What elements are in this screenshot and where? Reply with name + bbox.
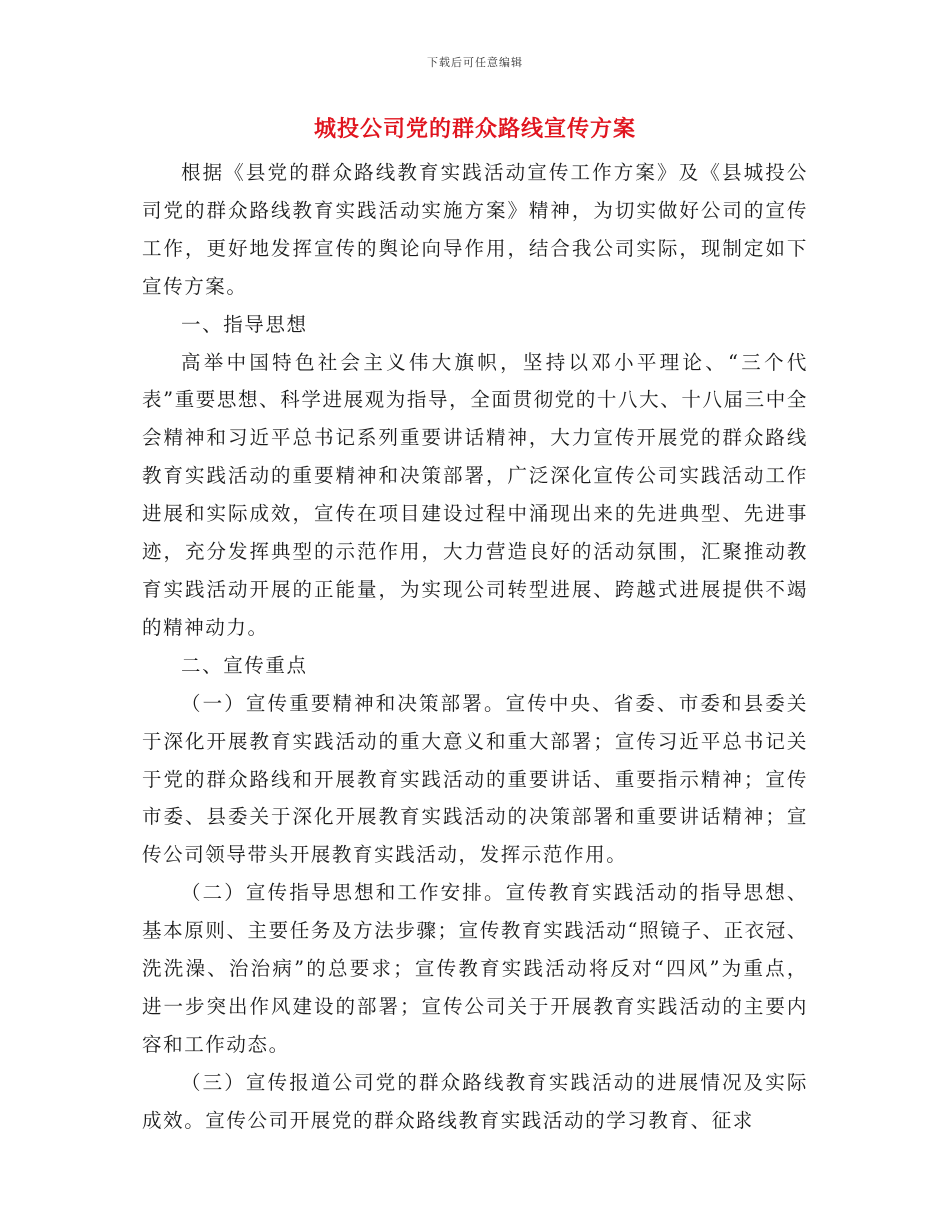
paragraph-focus-3: （三）宣传报道公司党的群众路线教育实践活动的进展情况及实际成效。宣传公司开展党的群众路线教育实践活动的学习教育、征求 <box>142 1070 808 1132</box>
document-body <box>142 154 808 1140</box>
paragraph-intro: 根据《县党的群众路线教育实践活动宣传工作方案》及《县城投公司党的群众路线教育实践活动实施方案》精神，为切实做好公司的宣传工作，更好地发挥宣传的舆论向导作用，结合我公司实际，现制定如下宣传方案。 <box>142 161 808 298</box>
paragraph-guiding-ideology: 高举中国特色社会主义伟大旗帜，坚持以邓小平理论、“三个代表”重要思想、科学进展观为指导，全面贯彻党的十八大、十八届三中全会精神和习近平总书记系列重要讲话精神，大力宣传开展党的群众路线教育实践活动的重要精神和决策部署，广泛深化宣传公司实践活动工作进展和实际成效，宣传在项目建设过程中涌现出来的先进典型、先进事迹，充分发挥典型的示范作用，大力营造良好的活动氛围，汇聚推动教育实践活动开展的正能量，为实现公司转型进展、跨越式进展提供不竭的精神动力。 <box>142 350 808 639</box>
header-note: 下载后可任意编辑 <box>427 56 523 69</box>
section-heading-guiding-ideology: 一、指导思想 <box>181 312 308 336</box>
paragraph-focus-1: （一）宣传重要精神和决策部署。宣传中央、省委、市委和县委关于深化开展教育实践活动的重大意义和重大部署；宣传习近平总书记关于党的群众路线和开展教育实践活动的重要讲话、重要指示精神；宣传市委、县委关于深化开展教育实践活动的决策部署和重要讲话精神；宣传公司领导带头开展教育实践活动，发挥示范作用。 <box>142 691 808 867</box>
document-title: 城投公司党的群众路线宣传方案 <box>313 116 636 142</box>
paragraph-focus-2: （二）宣传指导思想和工作安排。宣传教育实践活动的指导思想、基本原则、主要任务及方法步骤；宣传教育实践活动“照镜子、正衣冠、洗洗澡、治治病”的总要求；宣传教育实践活动将反对“四风”为重点，进一步突出作风建设的部署；宣传公司关于开展教育实践活动的主要内容和工作动态。 <box>142 881 808 1056</box>
section-heading-publicity-focus: 二、宣传重点 <box>181 653 308 677</box>
